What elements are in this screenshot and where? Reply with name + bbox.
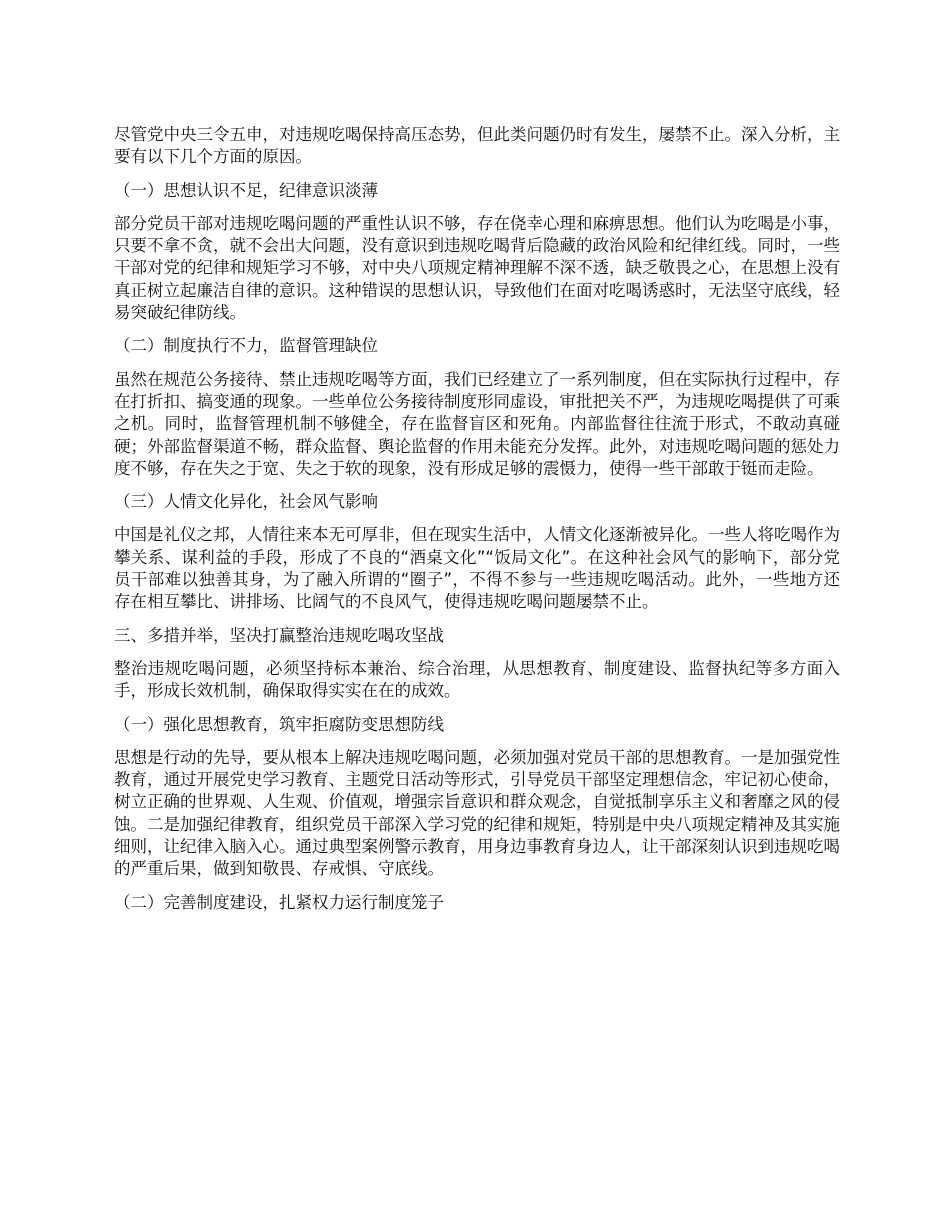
paragraph-measures-intro: 整治违规吃喝问题，必须坚持标本兼治、综合治理，从思想教育、制度建设、监督执纪等多方面入手，形成长效机制，确保取得实实在在的成效。 [114, 658, 840, 701]
document-page [114, 124, 840, 925]
paragraph-ideological-education: 思想是行动的先导，要从根本上解决违规吃喝问题，必须加强对党员干部的思想教育。一是加强党性教育，通过开展党史学习教育、主题党日活动等形式，引导党员干部坚定理想信念，牢记初心使命，树立正确的世界观、人生观、价值观，增强宗旨意识和群众观念，自觉抵制享乐主义和奢靡之风的侵蚀。二是加强纪律教育，组织党员干部深入学习党的纪律和规矩，特别是中央八项规定精神及其实施细则，让纪律入脑入心。通过典型案例警示教育，用身边事教育身边人，让干部深刻认识到违规吃喝的严重后果，做到知敬畏、存戒惧、守底线。 [114, 747, 840, 879]
section-heading-measures: 三、多措并举，坚决打赢整治违规吃喝攻坚战 [114, 625, 444, 645]
paragraph-social-culture: 中国是礼仪之邦，人情往来本无可厚非，但在现实生活中，人情文化逐渐被异化。一些人将吃喝作为攀关系、谋利益的手段，形成了不良的“酒桌文化”“饭局文化”。在这种社会风气的影响下，部分党员干部难以独善其身，为了融入所谓的“圈子”，不得不参与一些违规吃喝活动。此外，一些地方还存在相互攀比、讲排场、比阔气的不良风气，使得违规吃喝问题屡禁不止。 [114, 525, 840, 612]
paragraph-causes-intro: 尽管党中央三令五申，对违规吃喝保持高压态势，但此类问题仍时有发生，屡禁不止。深入分析，主要有以下几个方面的原因。 [114, 125, 840, 167]
heading-system-building: （二）完善制度建设，扎紧权力运行制度笼子 [114, 892, 444, 912]
paragraph-ideological-awareness: 部分党员干部对违规吃喝问题的严重性认识不够，存在侥幸心理和麻痹思想。他们认为吃喝是小事，只要不拿不贪，就不会出大问题，没有意识到违规吃喝背后隐藏的政治风险和纪律红线。同时，一些干部对党的纪律和规矩学习不够，对中央八项规定精神理解不深不透，缺乏敬畏之心，在思想上没有真正树立起廉洁自律的意识。这种错误的思想认识，导致他们在面对吃喝诱惑时，无法坚守底线，轻易突破纪律防线。 [114, 213, 840, 323]
heading-ideological-awareness: （一）思想认识不足，纪律意识淡薄 [114, 180, 378, 200]
heading-system-enforcement: （二）制度执行不力，监督管理缺位 [114, 336, 378, 356]
heading-ideological-education: （一）强化思想教育，筑牢拒腐防变思想防线 [114, 714, 444, 734]
heading-social-culture: （三）人情文化异化，社会风气影响 [114, 492, 378, 512]
paragraph-system-enforcement: 虽然在规范公务接待、禁止违规吃喝等方面，我们已经建立了一系列制度，但在实际执行过程中，存在打折扣、搞变通的现象。一些单位公务接待制度形同虚设，审批把关不严，为违规吃喝提供了可乘之机。同时，监督管理机制不够健全，存在监督盲区和死角。内部监督往往流于形式，不敢动真碰硬；外部监督渠道不畅，群众监督、舆论监督的作用未能充分发挥。此外，对违规吃喝问题的惩处力度不够，存在失之于宽、失之于软的现象，没有形成足够的震慑力，使得一些干部敢于铤而走险。 [114, 369, 840, 478]
